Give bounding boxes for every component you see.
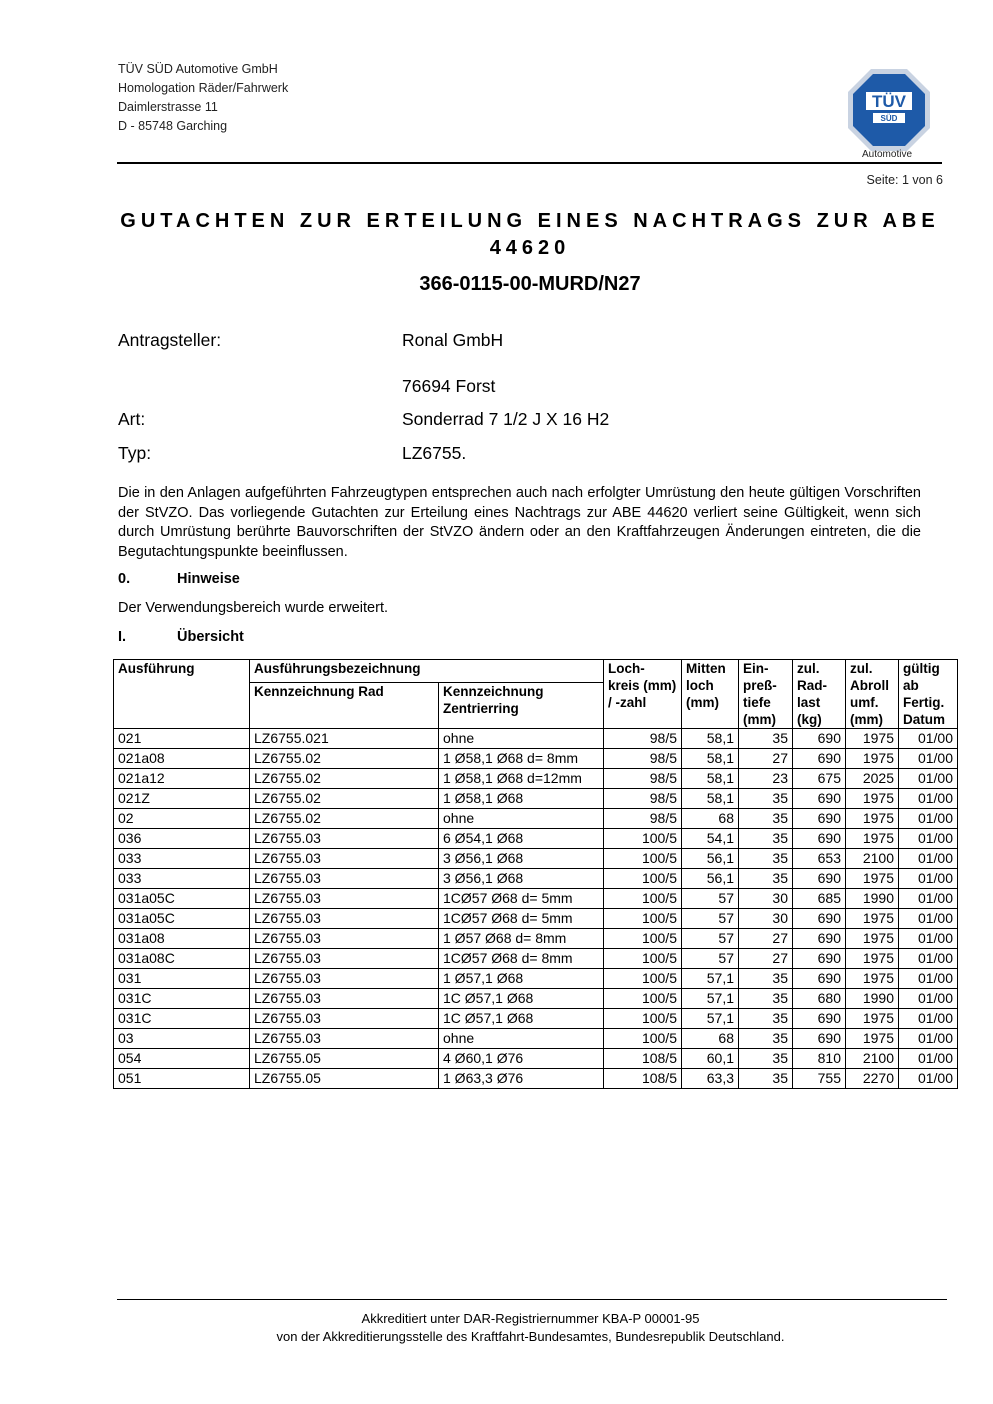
cell-ausfuehrung: 031C — [114, 989, 250, 1009]
cell-abrollumfang: 1975 — [846, 809, 899, 829]
table-row — [114, 809, 958, 829]
address-line: Homologation Räder/Fahrwerk — [118, 81, 289, 95]
table-row — [114, 969, 958, 989]
cell-zentrierring: 4 Ø60,1 Ø76 — [439, 1049, 604, 1069]
cell-ausfuehrung: 033 — [114, 849, 250, 869]
cell-radlast: 690 — [793, 1009, 846, 1029]
cell-ausfuehrung: 031C — [114, 1009, 250, 1029]
table-row — [114, 829, 958, 849]
cell-gueltig: 01/00 — [899, 869, 958, 889]
cell-kennzeichnung-rad: LZ6755.03 — [250, 849, 439, 869]
cell-einpresstiefe: 35 — [739, 1069, 793, 1089]
cell-mittenloch: 58,1 — [682, 789, 739, 809]
cell-einpresstiefe: 35 — [739, 989, 793, 1009]
cell-abrollumfang: 1975 — [846, 1029, 899, 1049]
antragsteller-value: Ronal GmbH — [402, 330, 504, 350]
cell-abrollumfang: 2100 — [846, 1049, 899, 1069]
cell-gueltig: 01/00 — [899, 949, 958, 969]
cell-lochkreis: 98/5 — [604, 769, 682, 789]
cell-radlast: 690 — [793, 789, 846, 809]
header-radlast: zul. Rad- last (kg) — [793, 660, 846, 729]
cell-lochkreis: 100/5 — [604, 909, 682, 929]
cell-ausfuehrung: 033 — [114, 869, 250, 889]
cell-abrollumfang: 1975 — [846, 869, 899, 889]
cell-zentrierring: 1 Ø57,1 Ø68 — [439, 969, 604, 989]
cell-einpresstiefe: 35 — [739, 809, 793, 829]
table-row — [114, 1029, 958, 1049]
table-row — [114, 1069, 958, 1089]
cell-mittenloch: 57,1 — [682, 1009, 739, 1029]
table-body — [114, 729, 958, 1089]
cell-radlast: 690 — [793, 749, 846, 769]
cell-lochkreis: 98/5 — [604, 729, 682, 749]
cell-mittenloch: 57 — [682, 929, 739, 949]
cell-einpresstiefe: 27 — [739, 949, 793, 969]
cell-mittenloch: 58,1 — [682, 769, 739, 789]
cell-abrollumfang: 1975 — [846, 749, 899, 769]
cell-abrollumfang: 1975 — [846, 969, 899, 989]
address-line: Daimlerstrasse 11 — [118, 100, 218, 114]
header-ausfuehrung: Ausführung — [114, 660, 250, 729]
cell-mittenloch: 57,1 — [682, 969, 739, 989]
cell-gueltig: 01/00 — [899, 829, 958, 849]
cell-mittenloch: 57 — [682, 889, 739, 909]
cell-einpresstiefe: 30 — [739, 909, 793, 929]
cell-radlast: 690 — [793, 1029, 846, 1049]
cell-abrollumfang: 2270 — [846, 1069, 899, 1089]
section-title: Übersicht — [177, 629, 244, 645]
cell-gueltig: 01/00 — [899, 849, 958, 869]
section-number: I. — [118, 629, 127, 645]
address-line: TÜV SÜD Automotive GmbH — [118, 62, 278, 76]
cell-gueltig: 01/00 — [899, 969, 958, 989]
cell-kennzeichnung-rad: LZ6755.03 — [250, 829, 439, 849]
cell-radlast: 690 — [793, 949, 846, 969]
cell-zentrierring: 1CØ57 Ø68 d= 5mm — [439, 909, 604, 929]
cell-lochkreis: 100/5 — [604, 969, 682, 989]
cell-kennzeichnung-rad: LZ6755.03 — [250, 949, 439, 969]
cell-einpresstiefe: 35 — [739, 1049, 793, 1069]
cell-gueltig: 01/00 — [899, 1069, 958, 1089]
cell-abrollumfang: 1975 — [846, 829, 899, 849]
cell-lochkreis: 100/5 — [604, 849, 682, 869]
cell-lochkreis: 98/5 — [604, 809, 682, 829]
cell-ausfuehrung: 031 — [114, 969, 250, 989]
cell-mittenloch: 57 — [682, 949, 739, 969]
cell-lochkreis: 100/5 — [604, 929, 682, 949]
cell-ausfuehrung: 031a08C — [114, 949, 250, 969]
table-row — [114, 1009, 958, 1029]
cell-gueltig: 01/00 — [899, 1049, 958, 1069]
cell-einpresstiefe: 35 — [739, 1029, 793, 1049]
cell-einpresstiefe: 35 — [739, 829, 793, 849]
cell-einpresstiefe: 35 — [739, 849, 793, 869]
header-kennzeichnung-rad: Kennzeichnung Rad — [250, 683, 439, 729]
cell-zentrierring: 1 Ø57 Ø68 d= 8mm — [439, 929, 604, 949]
cell-lochkreis: 98/5 — [604, 749, 682, 769]
cell-abrollumfang: 2025 — [846, 769, 899, 789]
cell-kennzeichnung-rad: LZ6755.03 — [250, 969, 439, 989]
cell-mittenloch: 56,1 — [682, 869, 739, 889]
cell-radlast: 680 — [793, 989, 846, 1009]
section-0-text: Der Verwendungsbereich wurde erweitert. — [118, 600, 388, 616]
cell-ausfuehrung: 036 — [114, 829, 250, 849]
cell-zentrierring: 1CØ57 Ø68 d= 5mm — [439, 889, 604, 909]
art-label: Art: — [118, 409, 146, 429]
header-einpresstiefe: Ein- preß- tiefe (mm) — [739, 660, 793, 729]
cell-einpresstiefe: 23 — [739, 769, 793, 789]
cell-lochkreis: 100/5 — [604, 989, 682, 1009]
cell-einpresstiefe: 35 — [739, 869, 793, 889]
table-row — [114, 749, 958, 769]
cell-kennzeichnung-rad: LZ6755.02 — [250, 789, 439, 809]
cell-kennzeichnung-rad: LZ6755.02 — [250, 749, 439, 769]
cell-radlast: 690 — [793, 869, 846, 889]
cell-abrollumfang: 1975 — [846, 729, 899, 749]
cell-zentrierring: 1 Ø58,1 Ø68 d=12mm — [439, 769, 604, 789]
cell-lochkreis: 100/5 — [604, 1009, 682, 1029]
cell-kennzeichnung-rad: LZ6755.05 — [250, 1049, 439, 1069]
cell-einpresstiefe: 35 — [739, 789, 793, 809]
cell-abrollumfang: 1990 — [846, 889, 899, 909]
cell-lochkreis: 98/5 — [604, 789, 682, 809]
cell-kennzeichnung-rad: LZ6755.02 — [250, 769, 439, 789]
cell-radlast: 690 — [793, 969, 846, 989]
cell-radlast: 810 — [793, 1049, 846, 1069]
cell-ausfuehrung: 031a05C — [114, 889, 250, 909]
cell-mittenloch: 58,1 — [682, 749, 739, 769]
cell-einpresstiefe: 30 — [739, 889, 793, 909]
cell-kennzeichnung-rad: LZ6755.03 — [250, 929, 439, 949]
cell-einpresstiefe: 35 — [739, 1009, 793, 1029]
cell-gueltig: 01/00 — [899, 1009, 958, 1029]
cell-gueltig: 01/00 — [899, 1029, 958, 1049]
cell-mittenloch: 68 — [682, 1029, 739, 1049]
table-row — [114, 889, 958, 909]
header-divider — [117, 162, 942, 164]
cell-radlast: 675 — [793, 769, 846, 789]
cell-gueltig: 01/00 — [899, 889, 958, 909]
section-title: Hinweise — [177, 571, 240, 587]
cell-kennzeichnung-rad: LZ6755.03 — [250, 869, 439, 889]
table-row — [114, 909, 958, 929]
cell-zentrierring: 1 Ø63,3 Ø76 — [439, 1069, 604, 1089]
cell-lochkreis: 100/5 — [604, 889, 682, 909]
cell-abrollumfang: 1975 — [846, 909, 899, 929]
cell-abrollumfang: 1975 — [846, 949, 899, 969]
cell-radlast: 690 — [793, 829, 846, 849]
cell-ausfuehrung: 031a05C — [114, 909, 250, 929]
cell-lochkreis: 100/5 — [604, 1029, 682, 1049]
cell-gueltig: 01/00 — [899, 929, 958, 949]
cell-lochkreis: 100/5 — [604, 949, 682, 969]
table-row — [114, 1049, 958, 1069]
footer-line: Akkreditiert unter DAR-Registriernummer KBA-P 00001-95 — [361, 1311, 700, 1326]
cell-ausfuehrung: 021Z — [114, 789, 250, 809]
cell-kennzeichnung-rad: LZ6755.02 — [250, 809, 439, 829]
cell-gueltig: 01/00 — [899, 729, 958, 749]
cell-ausfuehrung: 051 — [114, 1069, 250, 1089]
cell-ausfuehrung: 021 — [114, 729, 250, 749]
cell-ausfuehrung: 02 — [114, 809, 250, 829]
cell-zentrierring: 3 Ø56,1 Ø68 — [439, 869, 604, 889]
cell-kennzeichnung-rad: LZ6755.05 — [250, 1069, 439, 1089]
cell-gueltig: 01/00 — [899, 989, 958, 1009]
cell-zentrierring: ohne — [439, 1029, 604, 1049]
footer-divider — [117, 1299, 947, 1300]
table-row — [114, 989, 958, 1009]
header-gueltig: gültig ab Fertig. Datum — [899, 660, 958, 729]
art-value: Sonderrad 7 1/2 J X 16 H2 — [402, 409, 610, 429]
header-abrollumfang: zul. Abroll umf. (mm) — [846, 660, 899, 729]
cell-zentrierring: 1CØ57 Ø68 d= 8mm — [439, 949, 604, 969]
footer-line: von der Akkreditierungsstelle des Kraftfahrt-Bundesamtes, Bundesrepublik Deutschland. — [276, 1329, 785, 1344]
section-1-heading — [118, 629, 244, 645]
footer — [100, 1310, 961, 1346]
table-row — [114, 849, 958, 869]
cell-zentrierring: 1 Ø58,1 Ø68 — [439, 789, 604, 809]
cell-mittenloch: 68 — [682, 809, 739, 829]
table-row — [114, 949, 958, 969]
tuev-sued-logo — [846, 66, 932, 162]
table-row — [114, 929, 958, 949]
header-mittenloch: Mitten loch (mm) — [682, 660, 739, 729]
logo-caption: Automotive — [861, 149, 913, 160]
cell-einpresstiefe: 27 — [739, 749, 793, 769]
header-lochkreis: Loch- kreis (mm) / -zahl — [604, 660, 682, 729]
cell-einpresstiefe: 27 — [739, 929, 793, 949]
section-number: 0. — [118, 571, 131, 587]
typ-label: Typ: — [118, 443, 152, 463]
cell-mittenloch: 60,1 — [682, 1049, 739, 1069]
cell-radlast: 755 — [793, 1069, 846, 1089]
cell-lochkreis: 108/5 — [604, 1069, 682, 1089]
cell-abrollumfang: 1975 — [846, 929, 899, 949]
cell-radlast: 690 — [793, 909, 846, 929]
cell-mittenloch: 58,1 — [682, 729, 739, 749]
logo-bottom-text: SÜD — [880, 114, 898, 123]
cell-ausfuehrung: 031a08 — [114, 929, 250, 949]
cell-radlast: 690 — [793, 729, 846, 749]
cell-lochkreis: 108/5 — [604, 1049, 682, 1069]
document-title: GUTACHTEN ZUR ERTEILUNG EINES NACHTRAGS ZUR ABE 44620 — [120, 210, 940, 259]
cell-ausfuehrung: 03 — [114, 1029, 250, 1049]
cell-mittenloch: 57,1 — [682, 989, 739, 1009]
section-0-heading — [118, 571, 240, 587]
cell-mittenloch: 57 — [682, 909, 739, 929]
intro-paragraph: Die in den Anlagen aufgeführten Fahrzeugtypen entsprechen auch nach erfolgter Umrüstung den heute gültigen Vorschriften der StVZO. Das vorliegende Gutachten zur Erteilung eines Nachtrags zur ABE 44620 verliert seine Gültigkeit, wenn sich durch Umrüstung berührte Bauvorschriften der StVZO ändern oder an den Kraftfahrzeugen Änderungen eintreten, die die Begutachtungspunkte beeinflussen. — [118, 485, 921, 560]
cell-einpresstiefe: 35 — [739, 729, 793, 749]
logo-top-text: TÜV — [872, 92, 906, 111]
cell-gueltig: 01/00 — [899, 909, 958, 929]
cell-zentrierring: 1C Ø57,1 Ø68 — [439, 989, 604, 1009]
cell-gueltig: 01/00 — [899, 809, 958, 829]
cell-kennzeichnung-rad: LZ6755.021 — [250, 729, 439, 749]
cell-gueltig: 01/00 — [899, 769, 958, 789]
cell-zentrierring: 3 Ø56,1 Ø68 — [439, 849, 604, 869]
cell-mittenloch: 56,1 — [682, 849, 739, 869]
cell-ausfuehrung: 054 — [114, 1049, 250, 1069]
cell-kennzeichnung-rad: LZ6755.03 — [250, 889, 439, 909]
cell-abrollumfang: 1975 — [846, 789, 899, 809]
cell-gueltig: 01/00 — [899, 749, 958, 769]
document-number: 366-0115-00-MURD/N27 — [419, 273, 641, 295]
cell-radlast: 653 — [793, 849, 846, 869]
sender-address — [118, 60, 288, 136]
cell-gueltig: 01/00 — [899, 789, 958, 809]
cell-abrollumfang: 1975 — [846, 1009, 899, 1029]
cell-kennzeichnung-rad: LZ6755.03 — [250, 1009, 439, 1029]
cell-kennzeichnung-rad: LZ6755.03 — [250, 1029, 439, 1049]
antragsteller-label: Antragsteller: — [118, 330, 222, 350]
cell-abrollumfang: 1990 — [846, 989, 899, 1009]
cell-mittenloch: 63,3 — [682, 1069, 739, 1089]
cell-zentrierring: 6 Ø54,1 Ø68 — [439, 829, 604, 849]
cell-einpresstiefe: 35 — [739, 969, 793, 989]
cell-zentrierring: 1 Ø58,1 Ø68 d= 8mm — [439, 749, 604, 769]
cell-radlast: 690 — [793, 809, 846, 829]
table-row — [114, 729, 958, 749]
table-row — [114, 869, 958, 889]
cell-ausfuehrung: 021a08 — [114, 749, 250, 769]
cell-radlast: 685 — [793, 889, 846, 909]
address-line: D - 85748 Garching — [118, 119, 228, 133]
cell-lochkreis: 100/5 — [604, 869, 682, 889]
antragsteller-ort: 76694 Forst — [402, 376, 496, 396]
cell-abrollumfang: 2100 — [846, 849, 899, 869]
cell-zentrierring: 1C Ø57,1 Ø68 — [439, 1009, 604, 1029]
cell-zentrierring: ohne — [439, 809, 604, 829]
cell-kennzeichnung-rad: LZ6755.03 — [250, 909, 439, 929]
table-row — [114, 769, 958, 789]
cell-lochkreis: 100/5 — [604, 829, 682, 849]
table-row — [114, 789, 958, 809]
typ-value: LZ6755. — [402, 443, 467, 463]
cell-ausfuehrung: 021a12 — [114, 769, 250, 789]
cell-mittenloch: 54,1 — [682, 829, 739, 849]
cell-radlast: 690 — [793, 929, 846, 949]
page-number: Seite: 1 von 6 — [866, 173, 943, 187]
header-bezeichnung: Ausführungsbezeichnung — [250, 660, 604, 683]
cell-kennzeichnung-rad: LZ6755.03 — [250, 989, 439, 1009]
header-kennzeichnung-zentrierring: Kennzeichnung Zentrierring — [439, 683, 604, 729]
cell-zentrierring: ohne — [439, 729, 604, 749]
overview-table — [113, 659, 958, 1089]
